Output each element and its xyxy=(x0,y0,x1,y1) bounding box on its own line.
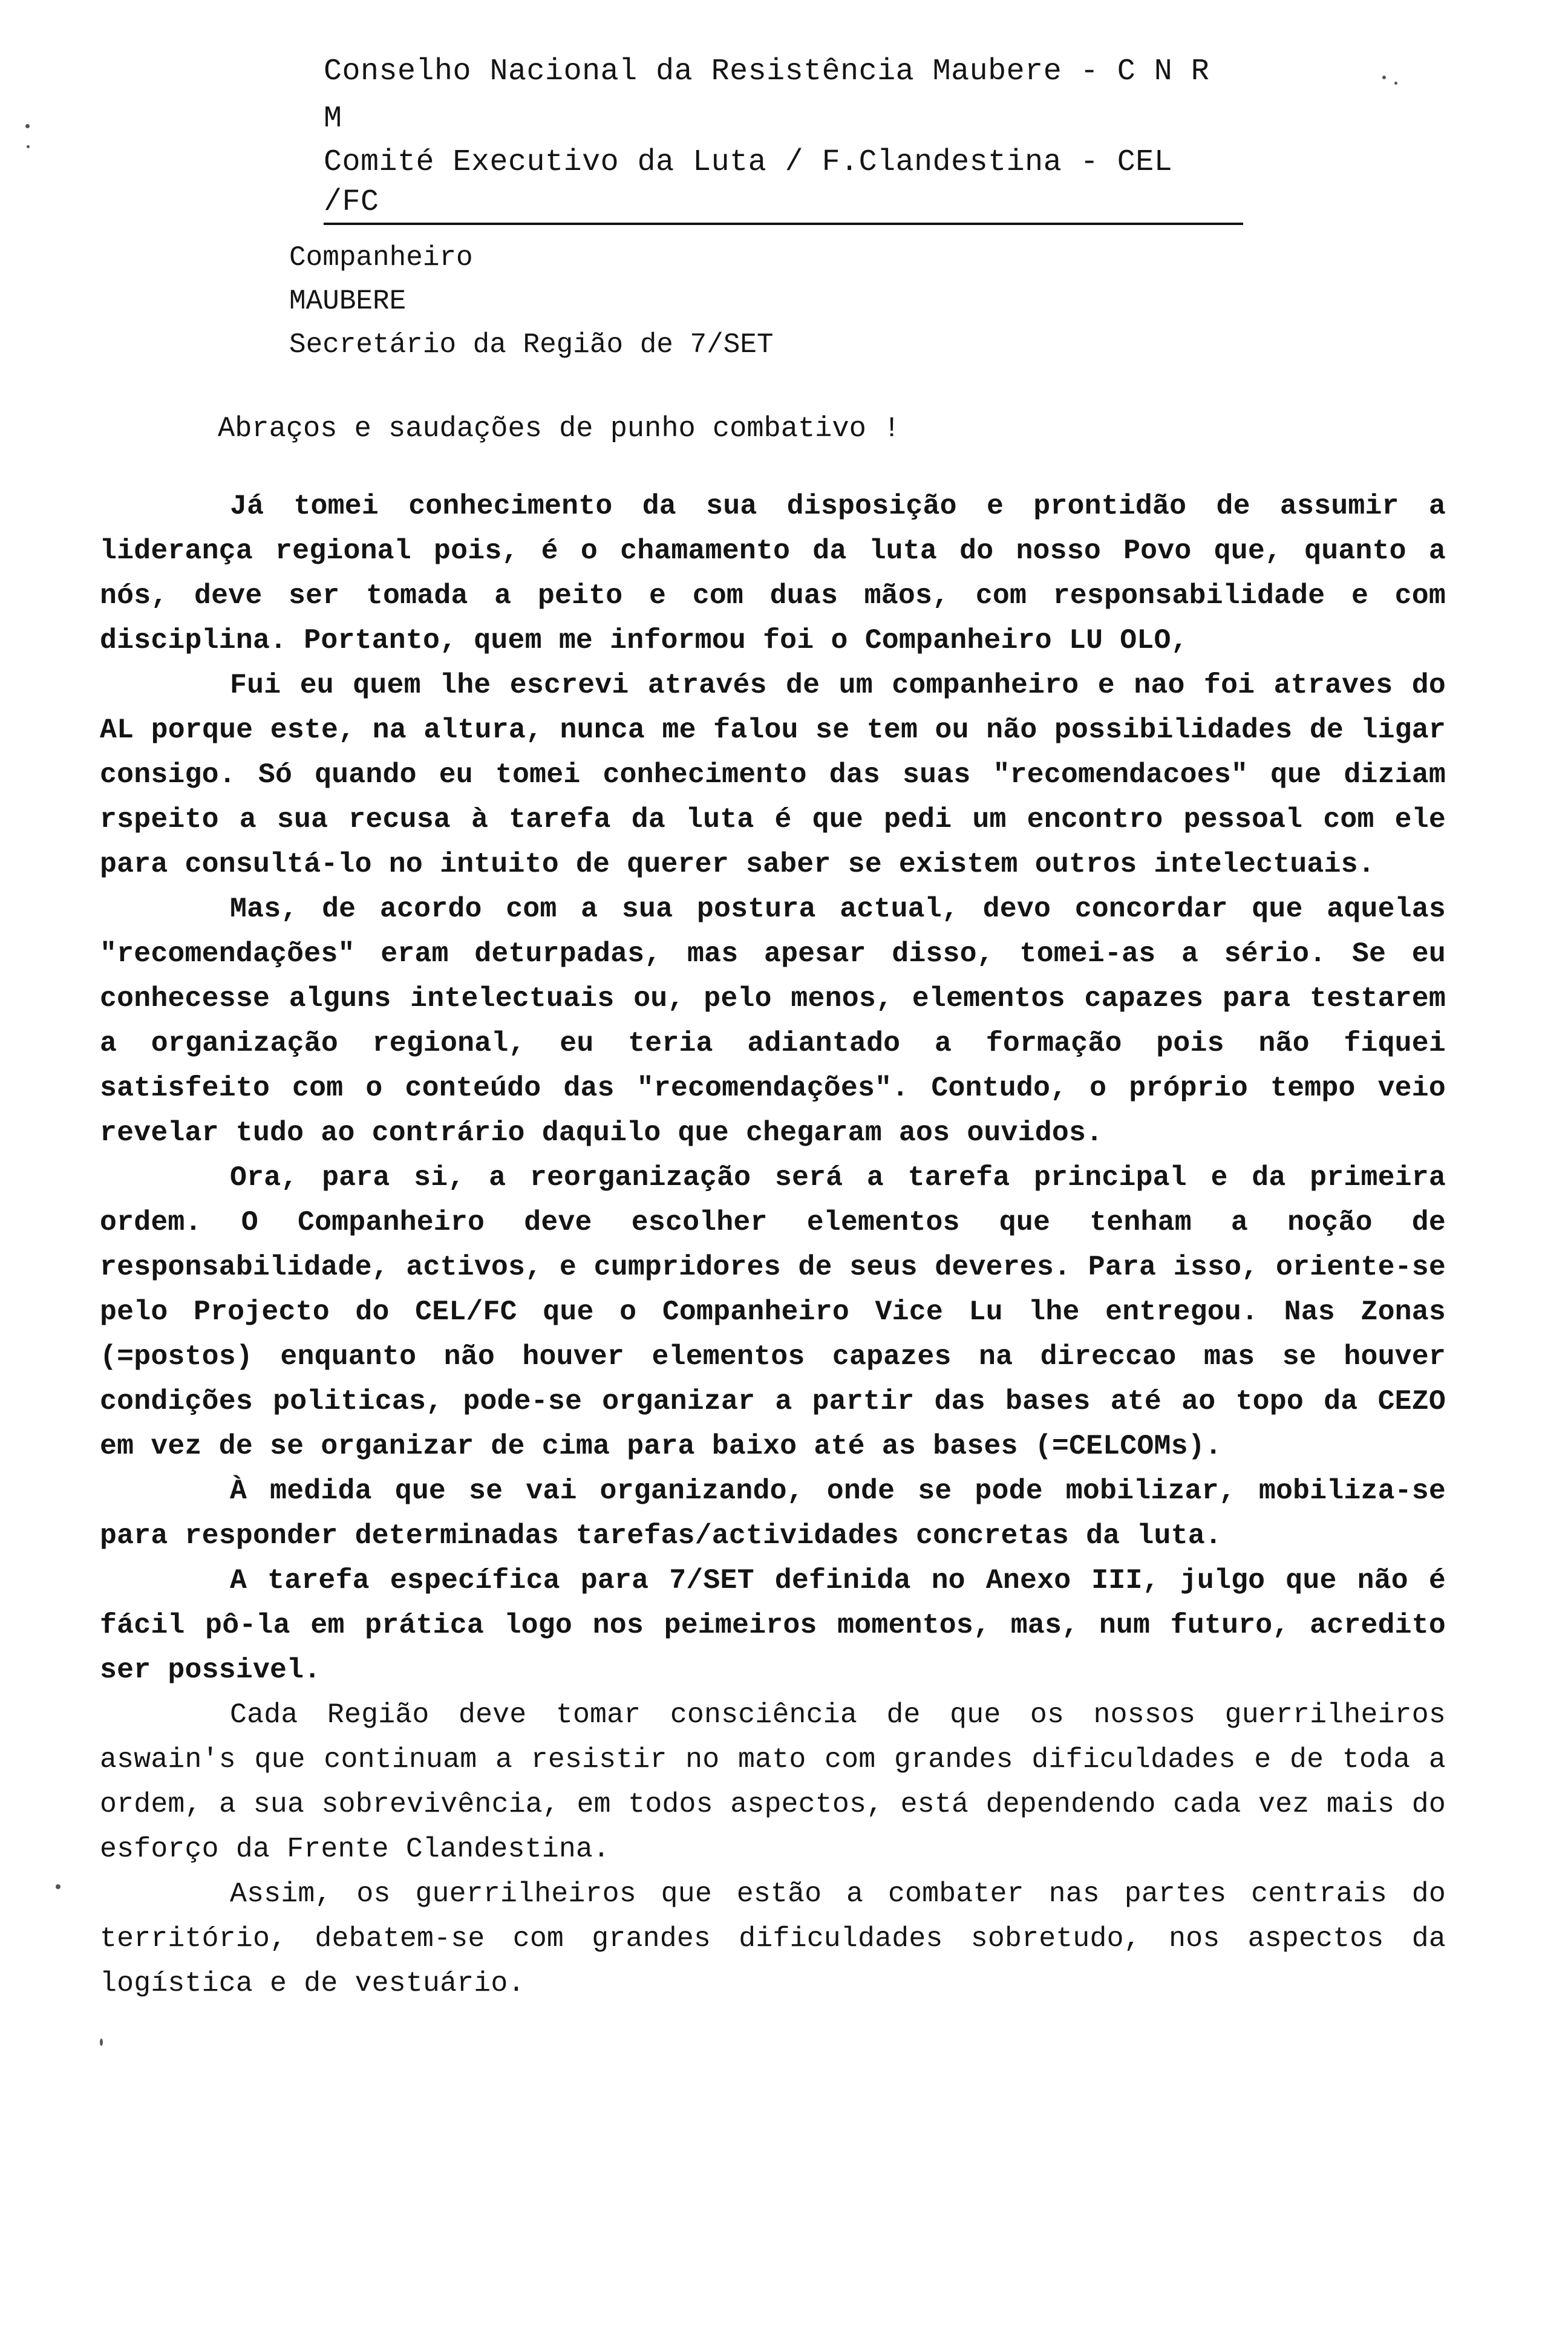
paragraph: Assim, os guerrilheiros que estão a combater nas partes centrais do território, debatem-se com grandes dificuldades sobretudo, nos aspectos da logística e de vestuário. xyxy=(100,1878,1446,1999)
paragraph: A tarefa específica para 7/SET definida no Anexo III, julgo que não é fácil pô-la em prática logo nos peimeiros momentos, mas, num futuro, acredito ser possivel. xyxy=(100,1564,1446,1686)
addressee-name: MAUBERE xyxy=(289,286,407,317)
paragraph: Ora, para si, a reorganização será a tarefa principal e da primeira ordem. O Companheiro deve escolher elementos que tenham a noção de responsabilidade, activos, e cumpridores de seus deveres. Para isso, oriente-se pelo Projecto do CEL/FC que o Companheiro Vice Lu lhe entregou. Nas Zonas (=postos) enquanto não houver elementos capazes na direccao mas se houver condições politicas, pode-se organizar a partir das bases até ao topo da CEZO em vez de se organizar de cima para baixo até as bases (=CELCOMs). xyxy=(100,1161,1446,1462)
paragraph: À medida que se vai organizando, onde se pode mobilizar, mobiliza-se para responder determinadas tarefas/actividades concretas da luta. xyxy=(100,1475,1446,1552)
scan-speck xyxy=(1394,82,1397,85)
scan-speck xyxy=(100,2039,103,2046)
addressee-block xyxy=(289,236,774,367)
salutation: Abraços e saudações de punho combativo ! xyxy=(218,413,901,445)
paragraph: Fui eu quem lhe escrevi através de um companheiro e nao foi atraves do AL porque este, na altura, nunca me falou se tem ou não possibilidades de ligar consigo. Só quando eu tomei conhecimento das suas "recomendacoes" que diziam rspeito a sua recusa à tarefa da luta é que pedi um encontro pessoal com ele para consultá-lo no intuito de querer saber se existem outros intelectuais. xyxy=(100,669,1446,880)
scan-speck xyxy=(27,145,30,148)
addressee-role: Secretário da Região de 7/SET xyxy=(289,329,774,361)
paragraph: Mas, de acordo com a sua postura actual, devo concordar que aquelas "recomendações" eram deturpadas, mas apesar disso, tomei-as a sério. Se eu conhecesse alguns intelectuais ou, pelo menos, elementos capazes para testarem a organização regional, eu teria adiantado a formação pois não fiquei satisfeito com o conteúdo das "recomendações". Contudo, o próprio tempo veio revelar tudo ao contrário daquilo que chegaram aos ouvidos. xyxy=(100,893,1446,1149)
letterhead-line-1: Conselho Nacional da Resistência Maubere - C N R M xyxy=(324,54,1210,136)
scan-speck xyxy=(1382,76,1386,79)
paragraph: Já tomei conhecimento da sua disposição e prontidão de assumir a liderança regional pois, é o chamamento da luta do nosso Povo que, quanto a nós, deve ser tomada a peito e com duas mãos, com responsabilidade e com disciplina. Portanto, quem me informou foi o Companheiro LU OLO, xyxy=(100,490,1446,656)
paragraph: Cada Região deve tomar consciência de que os nossos guerrilheiros aswain's que continuam a resistir no mato com grandes dificuldades e de toda a ordem, a sua sobrevivência, em todos aspectos, está dependendo cada vez mais do esforço da Frente Clandestina. xyxy=(100,1699,1446,1865)
letter-body xyxy=(100,484,1446,2006)
addressee-greeting: Companheiro xyxy=(289,242,473,273)
scan-speck xyxy=(56,1884,60,1889)
scan-speck xyxy=(25,124,30,128)
letterhead-line-2: Comité Executivo da Luta / F.Clandestina - CEL /FC xyxy=(324,143,1243,225)
letterhead xyxy=(324,48,1243,226)
